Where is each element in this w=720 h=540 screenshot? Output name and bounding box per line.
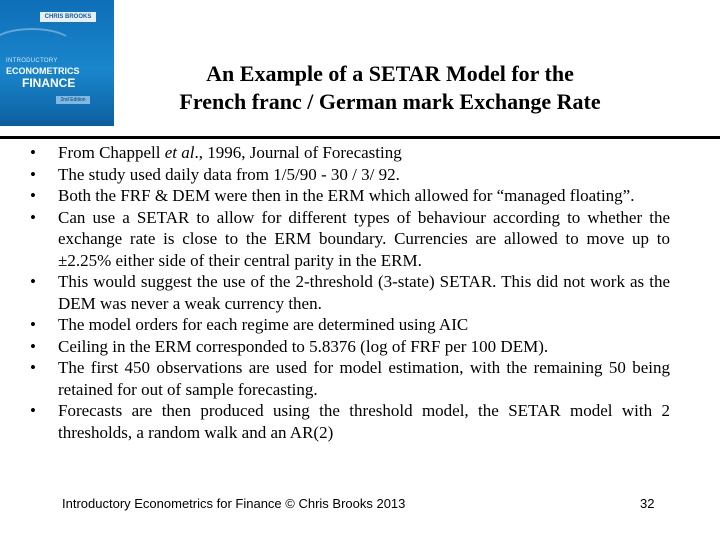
bullet-text-italic: et al bbox=[164, 143, 195, 162]
book-cover-image bbox=[0, 0, 114, 126]
bullet-item: • The first 450 observations are used for model estimation, with the remaining 50 being retained for out of sample forecasting. bbox=[30, 357, 670, 400]
bullet-text: From Chappell bbox=[58, 143, 165, 162]
bullet-item: • Ceiling in the ERM corresponded to 5.8376 (log of FRF per 100 DEM). bbox=[30, 336, 670, 358]
bullet-item bbox=[30, 142, 670, 164]
cover-swirl-decoration bbox=[0, 28, 74, 62]
bullet-item: • This would suggest the use of the 2-threshold (3-state) SETAR. This did not work as the DEM was never a weak currency then. bbox=[30, 271, 670, 314]
cover-author: CHRIS BROOKS bbox=[40, 12, 96, 22]
slide-title-line1: An Example of a SETAR Model for the bbox=[206, 61, 574, 86]
bullet-item: • Forecasts are then produced using the threshold model, the SETAR model with 2 thresholds, a random walk and an AR(2) bbox=[30, 400, 670, 443]
bullet-item: • The model orders for each regime are determined using AIC bbox=[30, 314, 670, 336]
bullet-item: • The study used daily data from 1/5/90 - 30 / 3/ 92. bbox=[30, 164, 670, 186]
slide-title-line2: French franc / German mark Exchange Rate bbox=[179, 89, 601, 114]
cover-title-line3: FINANCE bbox=[22, 76, 76, 90]
slide-footer: Introductory Econometrics for Finance © Chris Brooks 2013 bbox=[62, 496, 406, 511]
cover-edition: 2nd Edition bbox=[56, 96, 90, 104]
bullet-text: ., 1996, Journal of Forecasting bbox=[194, 143, 402, 162]
title-divider bbox=[0, 136, 720, 139]
slide-title bbox=[130, 60, 650, 116]
bullet-list bbox=[30, 142, 670, 443]
cover-title-line1: INTRODUCTORY bbox=[6, 58, 58, 64]
bullet-item: • Both the FRF & DEM were then in the ERM which allowed for “managed floating”. bbox=[30, 185, 670, 207]
page-number: 32 bbox=[640, 496, 655, 511]
bullet-item: • Can use a SETAR to allow for different types of behaviour according to whether the exchange rate is close to the ERM boundary. Currencies are allowed to move up to ±2.25% either side of their central parity in the ERM. bbox=[30, 207, 670, 272]
cover-title-line2: ECONOMETRICS bbox=[6, 66, 80, 76]
